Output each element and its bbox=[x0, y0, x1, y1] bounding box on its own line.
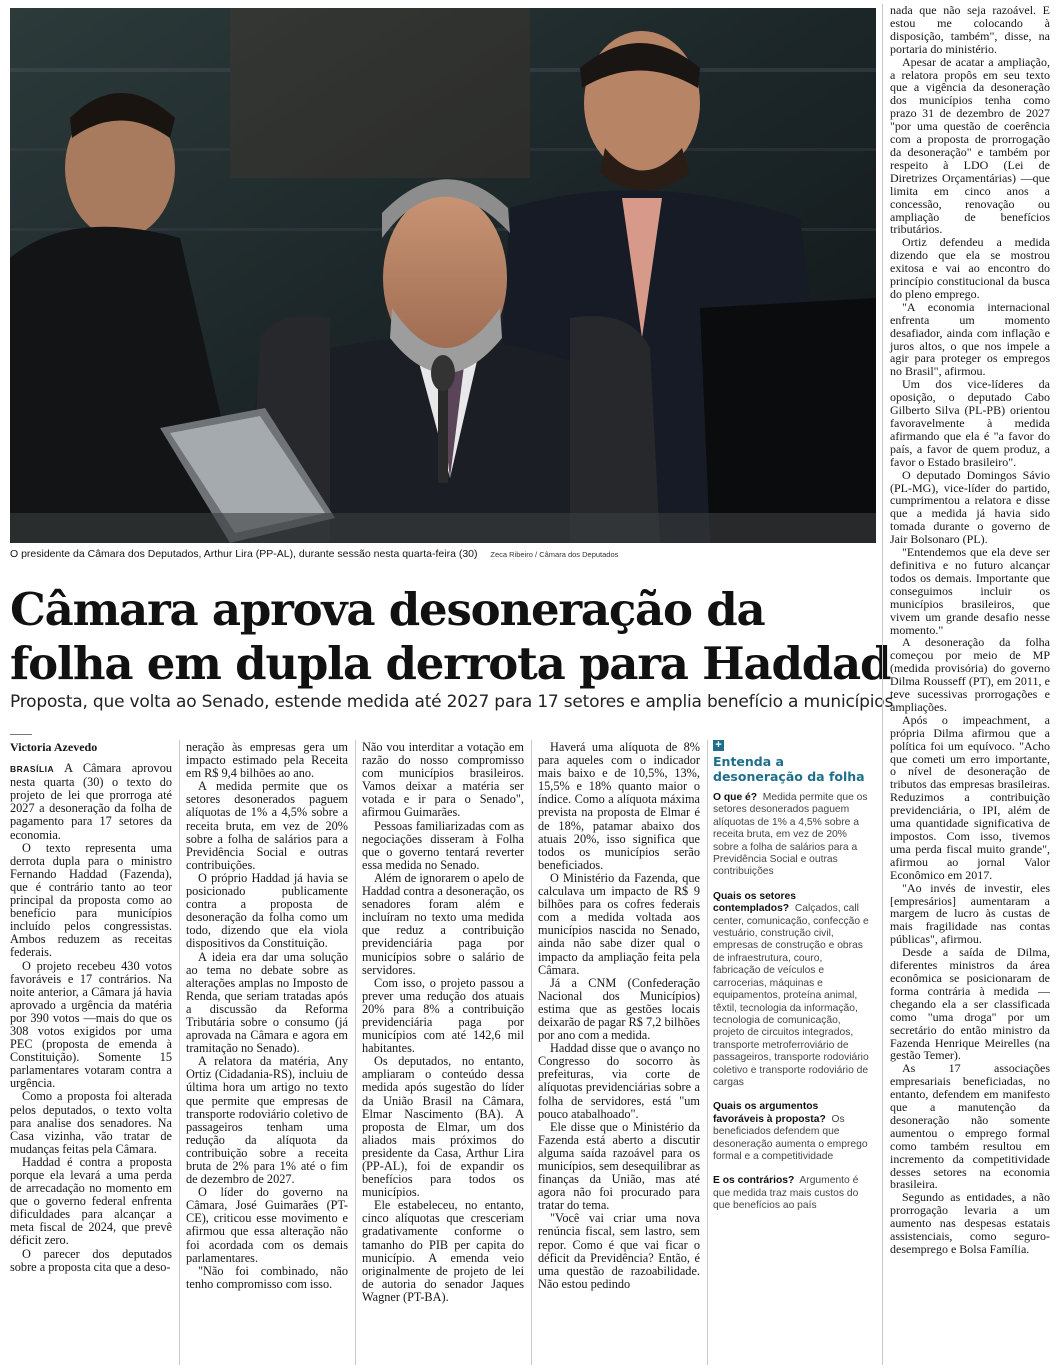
paragraph: A relatora da matéria, Any Ortiz (Cidadania-RS), incluiu de última hora um artigo no texto que permite que empresas de transporte rodoviário coletivo de passageiros tenham uma redução da alíquota da contribuição sobre a receita bruta de 2% para 1% até o fim de dezembro de 2027. bbox=[186, 1054, 348, 1187]
paragraph: Após o impeachment, a própria Dilma afirmou que a política foi um equívoco. "Acho que cometi um erro importante, o nível de desoneração de tributos das empresas brasileiras. Reduzimos a contribuição previdenciária, o IPI, além de uma quantidade significativa de impostos. Com isso, tivemos uma perda fiscal muito grande", afirmou ao jornal Valor Econômico em 2017. bbox=[890, 712, 1050, 882]
dateline: BRASÍLIA bbox=[10, 764, 55, 775]
explainer-answer: Medida permite que os setores desonerados paguem alíquotas de 1% a 4,5% sobre a receita bruta, em vez de 20% sobre a folha de salários para a Previdência Social e outras contribuições bbox=[713, 792, 868, 878]
explainer-item bbox=[713, 1175, 871, 1212]
author-rule bbox=[10, 734, 32, 735]
explainer-answer: Os beneficiados defendem que desoneração aumenta o emprego formal e a competitividade bbox=[713, 1113, 868, 1162]
paragraph: Segundo as entidades, a não prorrogação levaria a um aumento nas despesas estatais assistenciais, como seguro-desemprego e Bolsa Família. bbox=[890, 1190, 1050, 1256]
explainer-item bbox=[713, 891, 871, 1090]
paragraph: Um dos vice-líderes da oposição, o deputado Cabo Gilberto Silva (PL-PB) orientou favoravelmente à medida afirmando que ela é "a favor do país, a favor de quem produz, a favor o Estado brasileiro". bbox=[890, 377, 1050, 469]
paragraph: Ortiz defendeu a medida dizendo que ela se mostrou exitosa e vai ao encontro do princípio constitucional da busca do pleno emprego. bbox=[890, 235, 1050, 301]
plus-icon: + bbox=[713, 740, 724, 751]
caption-text: O presidente da Câmara dos Deputados, Arthur Lira (PP-AL), durante sessão nesta quarta-feira (30) bbox=[10, 548, 478, 560]
photo-credit: Zeca Ribeiro / Câmara dos Deputados bbox=[490, 550, 619, 559]
paragraph: Já a CNM (Confederação Nacional dos Municípios) estima que as gestões locais deixarão de pagar R$ 7,2 bilhões por ano com a medida. bbox=[538, 975, 700, 1043]
subheadline: Proposta, que volta ao Senado, estende medida até 2027 para 17 setores e amplia benefício a municípios bbox=[10, 692, 894, 712]
column-divider bbox=[707, 740, 708, 1365]
explainer-question: O que é? bbox=[713, 792, 758, 803]
explainer-question: Quais os setores contemplados? bbox=[713, 890, 796, 915]
paragraph: Os deputados, no entanto, ampliaram o conteúdo dessa medida após sugestão do líder da União Brasil na Câmara, Elmar Nascimento (BA). A proposta de Elmar, um dos aliados mais próximos do presidente da Casa, Arthur Lira (PP-AL), foi de expandir os benefícios para todos os municípios. bbox=[362, 1054, 524, 1200]
article-column-1 bbox=[10, 741, 172, 1274]
headline bbox=[10, 583, 891, 691]
column-divider bbox=[179, 740, 180, 1365]
explainer-question: Quais os argumentos favoráveis à proposta? bbox=[713, 1101, 826, 1125]
explainer-box bbox=[713, 740, 871, 1225]
paragraph: Desde a saída de Dilma, diferentes ministros da área econômica se posicionaram de forma contrária à medida —chegando ela a ser classificada como "uma droga" por um secretário do então ministro da Fazenda Henrique Meirelles (na gestão Temer). bbox=[890, 945, 1050, 1063]
paragraph: Apesar de acatar a ampliação, a relatora propôs em seu texto que a vigência da desoneração dos municípios tenha como prazo 31 de dezembro de 2027 "por uma questão de coerência com a proposta de prorrogação da desoneração" e também por respeito à LDO (Lei de Diretrizes Orçamentárias) —que limita em cinco anos a concessão, renovação ou ampliação de benefícios tributários. bbox=[890, 54, 1050, 237]
paragraph: neração às empresas gera um impacto estimado pela Receita em R$ 9,4 bilhões ao ano. bbox=[186, 740, 348, 781]
paragraph: O líder do governo na Câmara, José Guimarães (PT-CE), criticou esse movimento e afirmou que essa alteração não foi acordada com os demais parlamentares. bbox=[186, 1185, 348, 1265]
paragraph: Não vou interditar a votação em razão do nosso compromisso com municípios brasileiros. Vamos deixar a matéria ser votada e ir para o Senado", afirmou Guimarães. bbox=[362, 740, 524, 820]
article-column-3 bbox=[362, 741, 524, 1304]
paragraph: O parecer dos deputados sobre a proposta cita que a deso- bbox=[10, 1246, 172, 1274]
paragraph: Pessoas familiarizadas com as negociações disseram à Folha que o governo tentará reverter essa medida no Senado. bbox=[362, 818, 524, 872]
column-divider bbox=[882, 4, 883, 1365]
headline-line-2: folha em dupla derrota para Haddad bbox=[10, 637, 891, 690]
paragraph: "Ao invés de investir, eles [empresários] aumentaram a margem de lucro às custas de mais fragilidade nas contas públicas", afirmou. bbox=[890, 880, 1050, 947]
main-photo bbox=[10, 8, 876, 543]
article-column-2 bbox=[186, 741, 348, 1291]
explainer-question: E os contrários? bbox=[713, 1175, 795, 1187]
explainer-item bbox=[713, 1101, 871, 1163]
paragraph: "Você vai criar uma nova renúncia fiscal, sem lastro, sem repor. Como é que vai ficar o déficit da Previdência? Então, é uma questão de razoabilidade. Não estou pedindo bbox=[538, 1211, 700, 1291]
paragraph: Como a proposta foi alterada pelos deputados, o texto volta para analise dos senadores. Na Casa vizinha, vão tratar de mudanças feitas pela Câmara. bbox=[10, 1089, 172, 1156]
paragraph: O projeto recebeu 430 votos favoráveis e 17 contrários. Na noite anterior, a Câmara já havia aprovado a urgência da matéria por 390 votos —mais do que os 308 votos exigidos por uma PEC (proposta de emenda à Constituição). Somente 15 parlamentares votaram contra a urgência. bbox=[10, 958, 172, 1091]
paragraph: BRASÍLIA A Câmara aprovou nesta quarta (30) o texto do projeto de lei que prorroga até 2027 a desoneração da folha de pagamento para 17 setores da economia. bbox=[10, 761, 172, 842]
paragraph: Ele estabeleceu, no entanto, cinco alíquotas que cresceriam gradativamente conforme o tamanho do PIB per capita do município. A emenda veio originalmente de projeto de lei de autoria do senador Jaques Wagner (PT-BA). bbox=[362, 1198, 524, 1304]
paragraph: A desoneração da folha começou por meio de MP (medida provisória) do governo Dilma Rousseff (PT), em 2011, e teve sucessivas prorrogações e ampliações. bbox=[890, 635, 1050, 714]
paragraph: A medida permite que os setores desonerados paguem alíquotas de 1% a 4,5% sobre a receita bruta, em vez de 20% sobre a folha de salários para a Previdência Social e outras contribuições. bbox=[186, 779, 348, 872]
paragraph: As 17 associações empresariais beneficiadas, no entanto, defendem em manifesto que a manutenção da desoneração não somente aumentou o emprego formal como também resultou em incremento da competitividade desses setores na economia brasileira. bbox=[890, 1061, 1050, 1192]
explainer-item bbox=[713, 792, 871, 879]
explainer-answer: Calçados, call center, comunicação, confecção e vestuário, construção civil, empresas de construção e obras de infraestrutura, couro, fabricação de veículos e carrocerias, máquinas e equipamentos, proteína animal, têxtil, tecnologia da informação, tecnologia de comunicação, projeto de circuitos integrados, transporte metroferroviário de passageiros, transporte rodoviário coletivo e transporte rodoviário de cargas bbox=[713, 903, 869, 1088]
paragraph: Além de ignorarem o apelo de Haddad contra a desoneração, os senadores foram além e incluíram no texto uma medida que reduz a contribuição previdenciária paga por municípios sobre o salário de servidores. bbox=[362, 870, 524, 977]
paragraph: Haddad disse que o avanço no Congresso do socorro às prefeituras, via corte de alíquotas previdenciárias sobre a folha de servidores, está "um pouco atabalhoado". bbox=[538, 1041, 700, 1121]
paragraph: O deputado Domingos Sávio (PL-MG), vice-líder do partido, cumprimentou a relatora e disse que a medida já havia sido tomada durante o governo de Jair Bolsonaro (PL). bbox=[890, 467, 1050, 547]
column-divider bbox=[355, 740, 356, 1365]
author-byline: Victoria Azevedo bbox=[10, 740, 98, 754]
article-column-4 bbox=[538, 741, 700, 1291]
photo-illustration bbox=[10, 8, 876, 543]
paragraph: nada que não seja razoável. E estou me colocando à disposição, também", disse, na portaria do ministério. bbox=[890, 3, 1050, 56]
paragraph: "Entendemos que ela deve ser definitiva e no futuro alcançar todos os demais. Importante que conseguimos incluir os municípios brasileiros, que vivem um grande desafio nesse momento." bbox=[890, 545, 1050, 637]
paragraph: Ele disse que o Ministério da Fazenda está aberto a discutir alguma saída razoável para os municípios, sem desequilibrar as finanças da União, mas até agora não foi procurado para tratar do tema. bbox=[538, 1119, 700, 1213]
paragraph: Haverá uma alíquota de 8% para aqueles com o indicador mais baixo e de 10,5%, 13%, 15,5% e 18% quanto maior o índice. Como a alíquota máxima prevista na proposta de Elmar é de 18%, patamar abaixo dos atuais 20%, isso significa que todos os municípios serão beneficiados. bbox=[538, 740, 700, 872]
explainer-answer: Argumento é que medida traz mais custos do que benefícios ao país bbox=[713, 1175, 859, 1212]
paragraph: "A economia internacional enfrenta um momento desafiador, ainda com inflação e juros altos, o que nos impele a agir para proteger os empregos no Brasil", afirmou. bbox=[890, 299, 1050, 379]
paragraph: O Ministério da Fazenda, que calculava um impacto de R$ 9 bilhões para os cofres federais com a medida voltada aos municípios nascida no Senado, ainda não sabe dizer qual o impacto da ampliação feita pela Câmara. bbox=[538, 870, 700, 977]
headline-line-1: Câmara aprova desoneração da bbox=[10, 583, 765, 636]
column-divider bbox=[531, 740, 532, 1365]
explainer-title: Entenda a desoneração da folha bbox=[713, 754, 865, 784]
paragraph: Haddad é contra a proposta porque ela levará a uma perda de arrecadação no momento em que o governo federal enfrenta dificuldades para alcançar a meta fiscal de 2024, que prevê déficit zero. bbox=[10, 1154, 172, 1248]
paragraph: "Não foi combinado, não tenho compromisso com isso. bbox=[186, 1263, 348, 1291]
paragraph: Com isso, o projeto passou a prever uma redução dos atuais 20% para 8% a contribuição previdenciária paga por municípios com até 142,6 mil habitantes. bbox=[362, 975, 524, 1056]
paragraph: O próprio Haddad já havia se posicionado publicamente contra a proposta de desoneração da folha como um todo, dizendo que ela viola dispositivos da Constituição. bbox=[186, 870, 348, 951]
paragraph: O texto representa uma derrota dupla para o ministro Fernando Haddad (Fazenda), que é contrário tanto ao teor principal da proposta como ao benefício para municípios incluído pelos congressistas. Ambos reduzem as receitas federais. bbox=[10, 840, 172, 960]
article-column-5 bbox=[890, 4, 1050, 1256]
paragraph: A ideia era dar uma solução ao tema no debate sobre as alterações amplas no Imposto de Renda, que seriam tratadas após a discussão da Reforma Tributária sobre o consumo (já aprovada na Câmara e agora em tramitação no Senado). bbox=[186, 949, 348, 1056]
photo-caption bbox=[10, 548, 880, 560]
